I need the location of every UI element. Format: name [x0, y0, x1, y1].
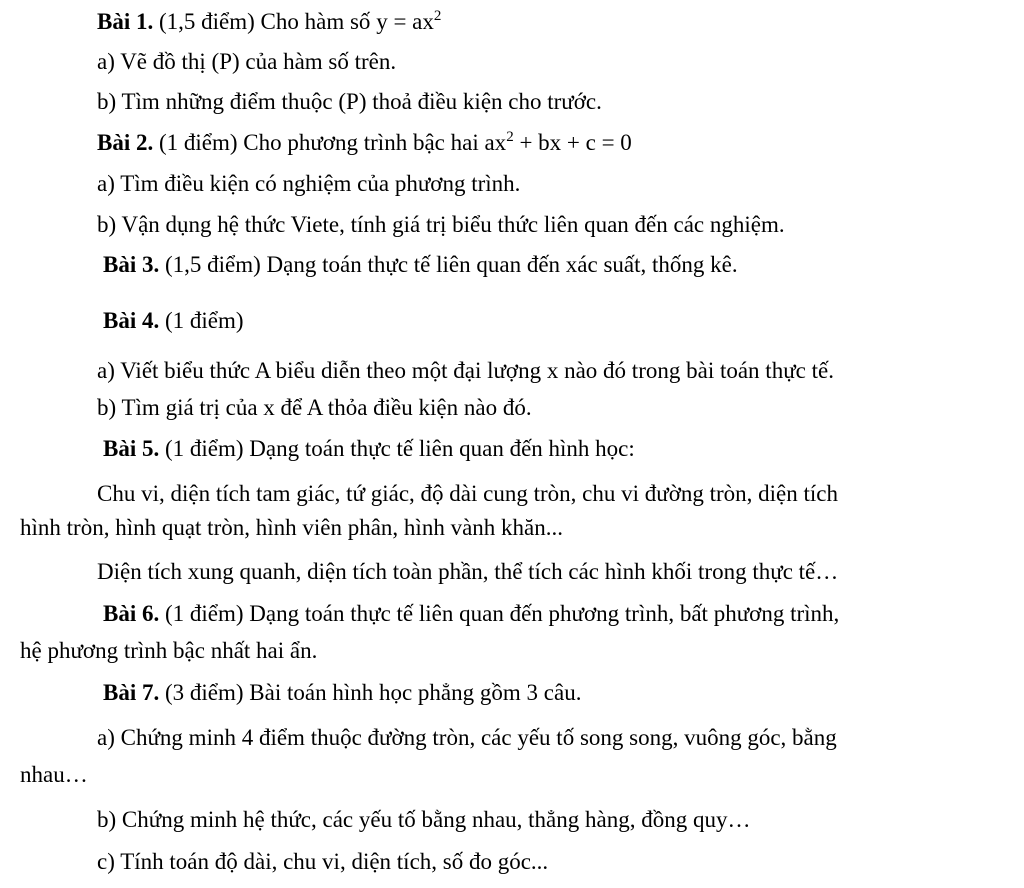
bai7-a-line2: nhau… [20, 762, 88, 787]
bai3-label: Bài 3. [103, 252, 160, 277]
bai2-exponent: 2 [506, 129, 514, 145]
bai2-label: Bài 2. [97, 130, 154, 155]
bai5-p1-line1: Chu vi, diện tích tam giác, tứ giác, độ dài cung tròn, chu vi đường tròn, diện tích [97, 481, 838, 506]
bai2-b: b) Vận dụng hệ thức Viete, tính giá trị biểu thức liên quan đến các nghiệm. [97, 212, 785, 237]
bai4-heading [103, 308, 244, 334]
bai5-heading [103, 436, 635, 462]
bai1-equation: y = ax [376, 9, 434, 34]
bai5-p2: Diện tích xung quanh, diện tích toàn phần, thể tích các hình khối trong thực tế… [97, 559, 839, 584]
bai3-heading [103, 252, 738, 278]
bai6-label: Bài 6. [103, 601, 160, 626]
bai7-label: Bài 7. [103, 680, 160, 705]
bai1-text: (1,5 điểm) Cho hàm số [153, 9, 377, 34]
bai6-line2: hệ phương trình bậc nhất hai ẩn. [20, 638, 318, 663]
bai5-p1-line2: hình tròn, hình quạt tròn, hình viên phân, hình vành khăn... [20, 515, 563, 540]
bai7-heading [103, 680, 581, 706]
bai7-a-line1: a) Chứng minh 4 điểm thuộc đường tròn, các yếu tố song song, vuông góc, bằng [97, 725, 837, 750]
bai6-heading [103, 601, 839, 627]
bai7-text: (3 điểm) Bài toán hình học phẳng gồm 3 câu. [159, 680, 582, 705]
bai1-label: Bài 1. [97, 9, 154, 34]
bai6-text: (1 điểm) Dạng toán thực tế liên quan đến phương trình, bất phương trình, [159, 601, 840, 626]
bai4-b: b) Tìm giá trị của x để A thỏa điều kiện nào đó. [97, 395, 532, 420]
bai1-b: b) Tìm những điểm thuộc (P) thoả điều kiện cho trước. [97, 89, 602, 114]
bai1-a: a) Vẽ đồ thị (P) của hàm số trên. [97, 49, 397, 74]
bai2-heading [97, 130, 632, 156]
bai1-exponent: 2 [433, 8, 442, 24]
bai2-text: (1 điểm) Cho phương trình bậc hai [153, 130, 485, 155]
bai4-label: Bài 4. [103, 308, 160, 333]
bai5-label: Bài 5. [103, 436, 160, 461]
bai7-c: c) Tính toán độ dài, chu vi, diện tích, số đo góc... [97, 849, 549, 874]
bai2-eq-part2: + bx + c = 0 [513, 130, 632, 155]
bai1-heading [97, 9, 441, 35]
bai3-text: (1,5 điểm) Dạng toán thực tế liên quan đến xác suất, thống kê. [159, 252, 738, 277]
bai2-a: a) Tìm điều kiện có nghiệm của phương trình. [97, 171, 521, 196]
bai7-b: b) Chứng minh hệ thức, các yếu tố bằng nhau, thẳng hàng, đồng quy… [97, 807, 751, 832]
bai4-a: a) Viết biểu thức A biểu diễn theo một đại lượng x nào đó trong bài toán thực tế. [97, 358, 834, 383]
bai4-text: (1 điểm) [159, 308, 244, 333]
bai5-text: (1 điểm) Dạng toán thực tế liên quan đến hình học: [159, 436, 635, 461]
bai2-eq-part1: ax [484, 130, 507, 155]
